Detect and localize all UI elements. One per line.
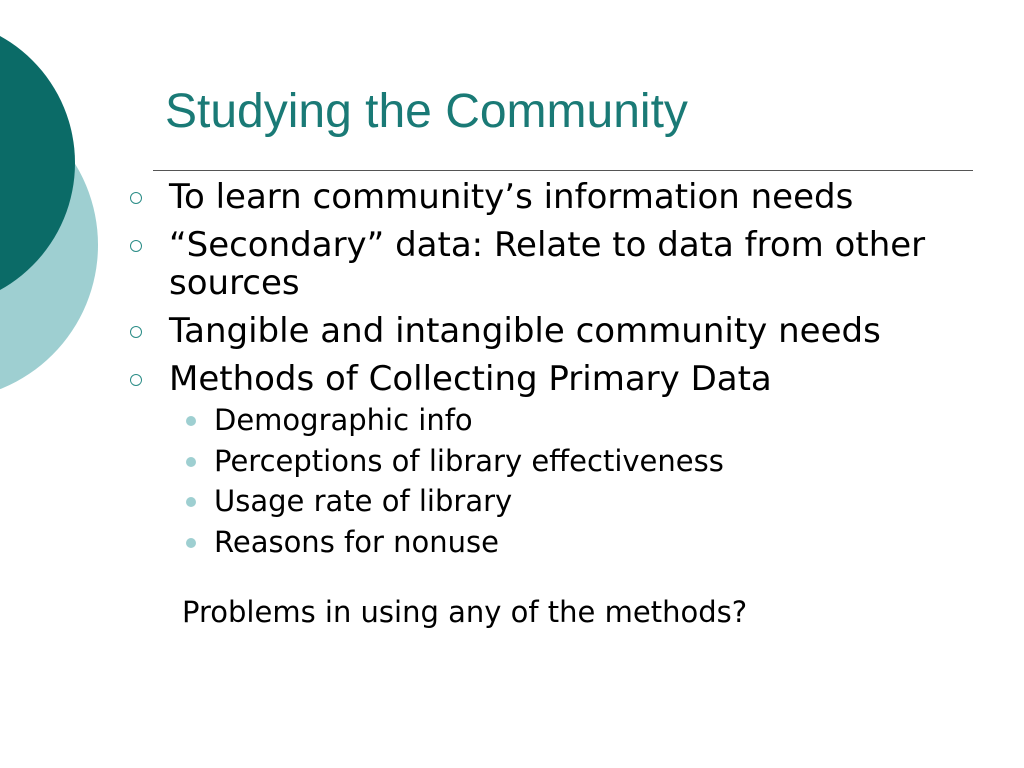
bullet-text: “Secondary” data: Relate to data from other sources [169, 225, 926, 303]
bullet-item [130, 226, 990, 302]
title-divider [153, 170, 973, 171]
filled-dot-bullet-icon [186, 538, 196, 548]
closing-question: Problems in using any of the methods? [182, 595, 748, 629]
hollow-circle-bullet-icon [130, 192, 142, 204]
sub-bullet-text: Perceptions of library effectiveness [214, 443, 724, 478]
hollow-circle-bullet-icon [130, 326, 142, 338]
bullet-item [130, 178, 990, 216]
hollow-circle-bullet-icon [130, 374, 142, 386]
sub-bullet-list [185, 400, 990, 562]
sub-bullet-item [185, 481, 990, 522]
bullet-item [130, 312, 990, 350]
sub-bullet-item [185, 522, 990, 563]
bullet-item [130, 360, 990, 398]
slide-body [130, 178, 990, 632]
sub-bullet-text: Reasons for nonuse [214, 524, 499, 559]
filled-dot-bullet-icon [186, 457, 196, 467]
sub-bullet-text: Demographic info [214, 403, 473, 437]
sub-bullet-text: Usage rate of library [214, 484, 513, 518]
bullet-text: To learn community’s information needs [169, 177, 854, 217]
slide-title: Studying the Community [165, 85, 688, 138]
hollow-circle-bullet-icon [130, 240, 142, 252]
filled-dot-bullet-icon [186, 416, 196, 426]
sub-bullet-item [185, 400, 990, 441]
filled-dot-bullet-icon [186, 497, 196, 507]
bullet-text: Tangible and intangible community needs [169, 311, 881, 351]
bullet-text: Methods of Collecting Primary Data [169, 359, 772, 399]
sub-bullet-item [185, 441, 990, 482]
